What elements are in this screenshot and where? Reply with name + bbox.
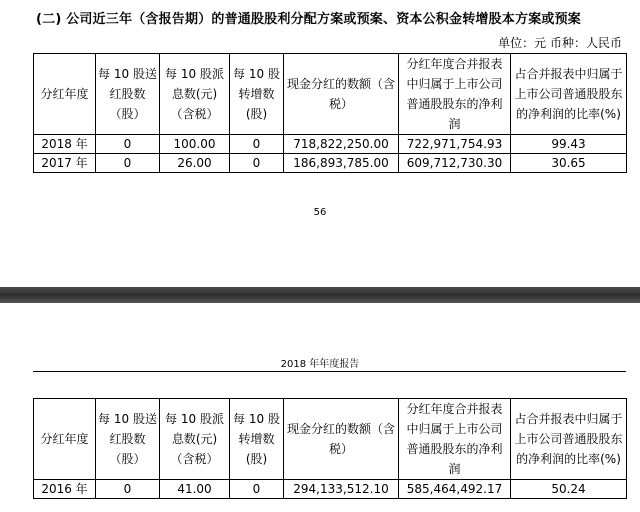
table-header-row [34,399,627,480]
cell-cash-per-10: 100.00 [160,135,230,154]
table-row [34,135,627,154]
header-cash-per-10: 每 10 股派息数(元)（含税） [160,54,230,135]
dividend-table-page-56 [33,53,627,173]
header-payout-ratio: 占合并报表中归属于上市公司普通股股东的净利润的比率(%) [511,54,627,135]
cell-cash-amount: 718,822,250.00 [284,135,399,154]
cell-conversion-shares: 0 [230,135,284,154]
header-payout-ratio: 占合并报表中归属于上市公司普通股股东的净利润的比率(%) [511,399,627,480]
cell-cash-per-10: 41.00 [160,480,230,499]
table-row [34,480,627,499]
cell-net-profit: 722,971,754.93 [399,135,511,154]
header-cash-per-10: 每 10 股派息数(元)（含税） [160,399,230,480]
header-dividend-year: 分红年度 [34,54,96,135]
cell-net-profit: 609,712,730.30 [399,154,511,173]
header-dividend-year: 分红年度 [34,399,96,480]
header-conversion-shares: 每 10 股转增数(股) [230,399,284,480]
cell-cash-amount: 294,133,512.10 [284,480,399,499]
dividend-table-page-57 [33,398,627,499]
page-number: 56 [313,207,327,218]
cell-year: 2017 年 [34,154,96,173]
cell-payout-ratio: 30.65 [511,154,627,173]
cell-conversion-shares: 0 [230,154,284,173]
table-row [34,154,627,173]
cell-year: 2018 年 [34,135,96,154]
cell-bonus-shares: 0 [96,480,160,499]
cell-payout-ratio: 99.43 [511,135,627,154]
header-conversion-shares: 每 10 股转增数(股) [230,54,284,135]
cell-net-profit: 585,464,492.17 [399,480,511,499]
cell-payout-ratio: 50.24 [511,480,627,499]
header-bonus-shares: 每 10 股送红股数（股） [96,399,160,480]
header-rule [33,371,626,372]
section-title: (二) 公司近三年（含报告期）的普通股股利分配方案或预案、资本公积金转增股本方案或预案 [36,12,582,27]
cell-cash-amount: 186,893,785.00 [284,154,399,173]
cell-bonus-shares: 0 [96,135,160,154]
cell-conversion-shares: 0 [230,480,284,499]
header-cash-amount: 现金分红的数额（含税） [284,399,399,480]
cell-cash-per-10: 26.00 [160,154,230,173]
header-net-profit: 分红年度合并报表中归属于上市公司普通股股东的净利润 [399,54,511,135]
cell-year: 2016 年 [34,480,96,499]
unit-currency-line: 单位：元 币种：人民币 [498,36,622,50]
page-break-divider [0,287,640,303]
header-cash-amount: 现金分红的数额（含税） [284,54,399,135]
header-bonus-shares: 每 10 股送红股数（股） [96,54,160,135]
cell-bonus-shares: 0 [96,154,160,173]
report-header: 2018 年年度报告 [280,359,360,370]
table-header-row [34,54,627,135]
header-net-profit: 分红年度合并报表中归属于上市公司普通股股东的净利润 [399,399,511,480]
